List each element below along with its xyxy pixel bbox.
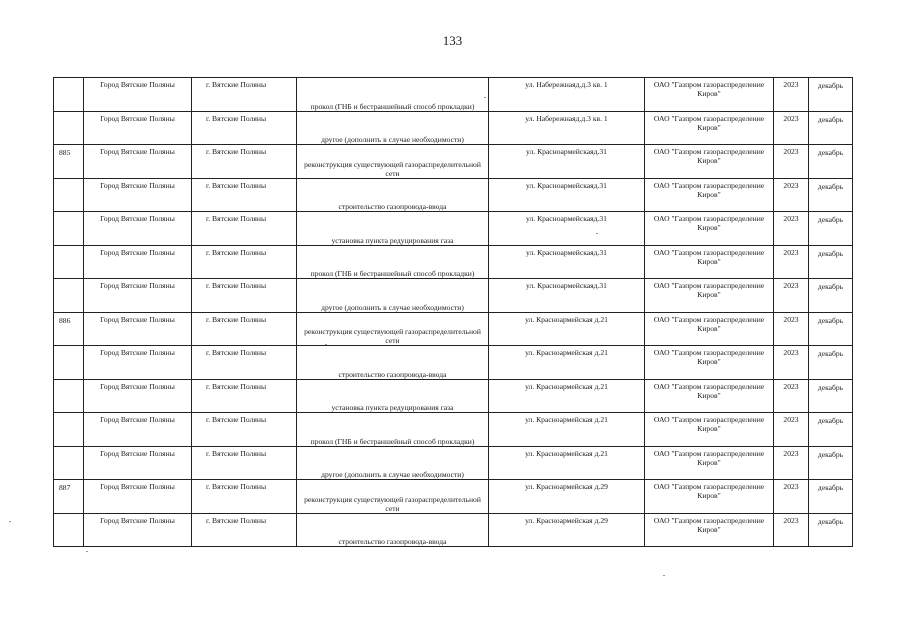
table-row	[54, 312, 853, 346]
organization-cell-text: ОАО "Газпром газораспределение Киров"	[653, 515, 765, 534]
municipality-cell	[84, 346, 192, 380]
year-cell-text: 2023	[783, 281, 799, 290]
month-cell-text: декабрь	[817, 215, 844, 224]
organization-cell-text: ОАО "Газпром газораспределение Киров"	[653, 214, 765, 232]
works-table-body	[54, 78, 853, 547]
year-cell	[774, 111, 809, 145]
settlement-cell-text: г. Вятские Поляны	[206, 147, 267, 156]
row-number	[54, 111, 84, 145]
table-row	[54, 178, 853, 212]
municipality-cell-text: Город Вятские Поляны	[100, 381, 175, 391]
month-cell	[809, 346, 853, 380]
organization-cell-text: ОАО "Газпром газораспределение Киров"	[653, 80, 765, 98]
settlement-cell	[192, 379, 297, 413]
table-row	[54, 446, 853, 480]
month-cell-text: декабрь	[817, 349, 844, 358]
row-number-text	[54, 78, 83, 81]
municipality-cell	[84, 178, 192, 212]
scan-speck	[9, 521, 11, 522]
row-number-text	[54, 112, 83, 115]
municipality-cell-text: Город Вятские Поляны	[100, 247, 175, 257]
year-cell	[774, 212, 809, 246]
municipality-cell	[84, 111, 192, 145]
year-cell-text: 2023	[783, 113, 799, 123]
settlement-cell-text: г. Вятские Поляны	[206, 415, 267, 424]
address-cell	[489, 245, 645, 279]
row-number	[54, 178, 84, 212]
table-row	[54, 513, 853, 547]
municipality-cell-text: Город Вятские Поляны	[100, 314, 175, 324]
month-cell-text: декабрь	[817, 449, 844, 459]
work-type-cell-text: строительство газопровода-ввода	[338, 369, 447, 379]
row-number-text	[54, 279, 83, 282]
address-cell-text: ул. Красноармейскаяд.31	[526, 147, 607, 156]
settlement-cell	[192, 513, 297, 547]
year-cell-text: 2023	[783, 381, 799, 391]
month-cell	[809, 245, 853, 279]
row-number-text	[54, 380, 83, 383]
work-type-cell	[297, 480, 489, 514]
work-type-cell	[297, 212, 489, 246]
address-cell	[489, 178, 645, 212]
year-cell	[774, 78, 809, 112]
settlement-cell-text: г. Вятские Поляны	[206, 482, 267, 491]
address-cell-text: ул. Красноармейская д.21	[525, 314, 608, 324]
row-number	[54, 245, 84, 279]
month-cell	[809, 178, 853, 212]
year-cell	[774, 446, 809, 480]
settlement-cell	[192, 212, 297, 246]
month-cell-text: декабрь	[817, 382, 844, 392]
address-cell	[489, 379, 645, 413]
month-cell	[809, 379, 853, 413]
row-number	[54, 346, 84, 380]
settlement-cell-text: г. Вятские Поляны	[206, 80, 267, 89]
municipality-cell	[84, 145, 192, 179]
settlement-cell	[192, 178, 297, 212]
work-type-cell	[297, 178, 489, 212]
organization-cell-text: ОАО "Газпром газораспределение Киров"	[653, 348, 765, 366]
year-cell	[774, 346, 809, 380]
month-cell	[809, 212, 853, 246]
address-cell-text: ул. Набережнаяд.д.3 кв. 1	[525, 80, 608, 89]
row-number	[54, 480, 84, 514]
scan-speck	[325, 344, 327, 345]
year-cell	[774, 513, 809, 547]
settlement-cell-text: г. Вятские Поляны	[206, 314, 267, 324]
year-cell-text: 2023	[783, 348, 799, 357]
work-type-cell	[297, 245, 489, 279]
settlement-cell-text: г. Вятские Поляны	[206, 180, 267, 190]
year-cell-text: 2023	[783, 482, 799, 491]
municipality-cell-text: Город Вятские Поляны	[100, 482, 175, 491]
address-cell	[489, 413, 645, 447]
row-number	[54, 446, 84, 480]
month-cell-text: декабрь	[817, 516, 844, 526]
settlement-cell-text: г. Вятские Поляны	[206, 113, 267, 123]
year-cell	[774, 379, 809, 413]
row-number-text	[54, 179, 83, 182]
settlement-cell	[192, 346, 297, 380]
year-cell-text: 2023	[783, 147, 799, 156]
organization-cell	[645, 312, 774, 346]
scan-speck	[596, 233, 598, 234]
row-number	[54, 145, 84, 179]
work-type-cell-text: прокол (ГНБ и бестраншейный способ прокладки)	[310, 101, 475, 111]
month-cell-text: декабрь	[817, 148, 844, 157]
organization-cell	[645, 279, 774, 313]
organization-cell	[645, 346, 774, 380]
work-type-cell-text: установка пункта редуцирования газа	[331, 235, 454, 245]
year-cell	[774, 178, 809, 212]
row-number-text	[54, 212, 83, 215]
month-cell	[809, 446, 853, 480]
address-cell-text: ул. Красноармейская д.21	[525, 448, 608, 458]
settlement-cell	[192, 111, 297, 145]
year-cell-text: 2023	[783, 214, 799, 223]
table-row	[54, 379, 853, 413]
work-type-cell-text: строительство газопровода-ввода	[338, 537, 447, 546]
organization-cell-text: ОАО "Газпром газораспределение Киров"	[653, 482, 765, 500]
settlement-cell-text: г. Вятские Поляны	[206, 448, 267, 458]
table-row	[54, 346, 853, 380]
municipality-cell	[84, 245, 192, 279]
row-number	[54, 413, 84, 447]
table-row	[54, 111, 853, 145]
month-cell	[809, 279, 853, 313]
settlement-cell	[192, 446, 297, 480]
work-type-cell	[297, 379, 489, 413]
organization-cell	[645, 513, 774, 547]
municipality-cell	[84, 446, 192, 480]
work-type-cell	[297, 446, 489, 480]
work-type-cell	[297, 413, 489, 447]
work-type-cell-text: реконструкция существующей газораспределительной сети	[304, 494, 481, 513]
year-cell-text: 2023	[783, 247, 799, 257]
row-number	[54, 513, 84, 547]
month-cell	[809, 480, 853, 514]
address-cell-text: ул. Красноармейскаяд.31	[526, 180, 607, 190]
municipality-cell	[84, 312, 192, 346]
row-number	[54, 312, 84, 346]
row-number	[54, 212, 84, 246]
address-cell	[489, 78, 645, 112]
municipality-cell-text: Город Вятские Поляны	[100, 180, 175, 190]
year-cell	[774, 145, 809, 179]
work-type-cell	[297, 279, 489, 313]
row-number	[54, 379, 84, 413]
row-number	[54, 279, 84, 313]
year-cell	[774, 279, 809, 313]
table-row	[54, 480, 853, 514]
address-cell	[489, 480, 645, 514]
settlement-cell-text: г. Вятские Поляны	[206, 348, 267, 357]
organization-cell-text: ОАО "Газпром газораспределение Киров"	[653, 448, 765, 467]
row-number-text: 885	[59, 148, 71, 157]
row-number	[54, 78, 84, 112]
municipality-cell	[84, 379, 192, 413]
work-type-cell-text: прокол (ГНБ и бестраншейный способ прокладки)	[310, 269, 475, 278]
table-row	[54, 245, 853, 279]
work-type-cell-text: другое (дополнить в случае необходимости)	[321, 470, 464, 479]
address-cell	[489, 145, 645, 179]
address-cell-text: ул. Красноармейскаяд.31	[526, 214, 607, 223]
organization-cell-text: ОАО "Газпром газораспределение Киров"	[653, 314, 765, 333]
year-cell	[774, 480, 809, 514]
month-cell-text: декабрь	[817, 81, 844, 90]
address-cell	[489, 446, 645, 480]
row-number-text: 887	[59, 483, 71, 492]
address-cell-text: ул. Красноармейская д.21	[525, 348, 608, 357]
municipality-cell	[84, 212, 192, 246]
row-number-text	[54, 447, 83, 450]
organization-cell	[645, 178, 774, 212]
address-cell	[489, 513, 645, 547]
table-row	[54, 78, 853, 112]
table-row	[54, 212, 853, 246]
month-cell	[809, 513, 853, 547]
address-cell	[489, 111, 645, 145]
organization-cell	[645, 78, 774, 112]
settlement-cell-text: г. Вятские Поляны	[206, 515, 267, 525]
work-type-cell-text: прокол (ГНБ и бестраншейный способ прокладки)	[310, 436, 475, 446]
row-number-text: 886	[59, 315, 71, 325]
organization-cell	[645, 111, 774, 145]
municipality-cell-text: Город Вятские Поляны	[100, 113, 175, 123]
year-cell-text: 2023	[783, 515, 799, 525]
year-cell-text: 2023	[783, 314, 799, 324]
municipality-cell-text: Город Вятские Поляны	[100, 214, 175, 223]
work-type-cell	[297, 111, 489, 145]
organization-cell	[645, 446, 774, 480]
organization-cell-text: ОАО "Газпром газораспределение Киров"	[653, 147, 765, 165]
row-number-text	[54, 514, 83, 517]
month-cell	[809, 78, 853, 112]
page-number: 133	[442, 33, 463, 48]
municipality-cell-text: Город Вятские Поляны	[100, 448, 175, 458]
year-cell	[774, 245, 809, 279]
organization-cell	[645, 379, 774, 413]
scan-speck	[663, 575, 665, 576]
organization-cell-text: ОАО "Газпром газораспределение Киров"	[653, 247, 765, 266]
address-cell-text: ул. Красноармейская д.21	[525, 415, 608, 424]
address-cell	[489, 346, 645, 380]
municipality-cell-text: Город Вятские Поляны	[100, 80, 175, 89]
organization-cell-text: ОАО "Газпром газораспределение Киров"	[653, 415, 765, 433]
scan-speck	[484, 97, 486, 98]
municipality-cell	[84, 513, 192, 547]
municipality-cell-text: Город Вятские Поляны	[100, 348, 175, 357]
organization-cell	[645, 245, 774, 279]
address-cell-text: ул. Красноармейскаяд.31	[526, 247, 607, 257]
settlement-cell	[192, 413, 297, 447]
month-cell	[809, 312, 853, 346]
address-cell-text: ул. Красноармейская д.29	[525, 482, 608, 491]
works-table	[53, 77, 853, 547]
municipality-cell	[84, 279, 192, 313]
month-cell-text: декабрь	[817, 181, 844, 191]
address-cell-text: ул. Красноармейская д.21	[525, 381, 608, 391]
settlement-cell	[192, 145, 297, 179]
settlement-cell	[192, 78, 297, 112]
scan-speck	[86, 551, 88, 552]
row-number-text	[54, 346, 83, 349]
municipality-cell-text: Город Вятские Поляны	[100, 147, 175, 156]
work-type-cell-text: другое (дополнить в случае необходимости)	[321, 135, 464, 144]
organization-cell-text: ОАО "Газпром газораспределение Киров"	[653, 180, 765, 199]
settlement-cell	[192, 480, 297, 514]
municipality-cell-text: Город Вятские Поляны	[100, 281, 175, 290]
municipality-cell-text: Город Вятские Поляны	[100, 415, 175, 424]
organization-cell	[645, 145, 774, 179]
year-cell-text: 2023	[783, 415, 799, 424]
settlement-cell-text: г. Вятские Поляны	[206, 214, 267, 223]
municipality-cell	[84, 413, 192, 447]
work-type-cell-text: строительство газопровода-ввода	[338, 202, 447, 211]
municipality-cell	[84, 78, 192, 112]
settlement-cell	[192, 245, 297, 279]
settlement-cell-text: г. Вятские Поляны	[206, 381, 267, 391]
work-type-cell-text: реконструкция существующей газораспределительной сети	[304, 327, 481, 345]
month-cell	[809, 145, 853, 179]
year-cell	[774, 312, 809, 346]
municipality-cell	[84, 480, 192, 514]
work-type-cell-text: установка пункта редуцирования газа	[331, 403, 454, 412]
settlement-cell	[192, 279, 297, 313]
year-cell-text: 2023	[783, 448, 799, 458]
settlement-cell	[192, 312, 297, 346]
table-row	[54, 279, 853, 313]
month-cell-text: декабрь	[817, 315, 844, 325]
row-number-text	[54, 246, 83, 249]
work-type-cell	[297, 346, 489, 380]
work-type-cell-text: другое (дополнить в случае необходимости)	[321, 302, 464, 312]
settlement-cell-text: г. Вятские Поляны	[206, 281, 267, 290]
table-row	[54, 145, 853, 179]
organization-cell	[645, 413, 774, 447]
month-cell-text: декабрь	[817, 248, 844, 258]
work-type-cell	[297, 312, 489, 346]
organization-cell	[645, 212, 774, 246]
address-cell-text: ул. Красноармейская д.29	[525, 515, 608, 525]
organization-cell-text: ОАО "Газпром газораспределение Киров"	[653, 281, 765, 299]
address-cell	[489, 312, 645, 346]
month-cell-text: декабрь	[817, 282, 844, 291]
month-cell	[809, 111, 853, 145]
address-cell	[489, 279, 645, 313]
organization-cell-text: ОАО "Газпром газораспределение Киров"	[653, 381, 765, 400]
address-cell-text: ул. Красноармейскаяд.31	[526, 281, 607, 290]
work-type-cell	[297, 513, 489, 547]
table-row	[54, 413, 853, 447]
work-type-cell	[297, 78, 489, 112]
year-cell-text: 2023	[783, 80, 799, 89]
address-cell-text: ул. Набережнаяд.д.3 кв. 1	[525, 113, 608, 123]
month-cell-text: декабрь	[817, 483, 844, 492]
organization-cell-text: ОАО "Газпром газораспределение Киров"	[653, 113, 765, 132]
row-number-text	[54, 413, 83, 416]
month-cell-text: декабрь	[817, 114, 844, 124]
year-cell	[774, 413, 809, 447]
settlement-cell-text: г. Вятские Поляны	[206, 247, 267, 257]
address-cell	[489, 212, 645, 246]
month-cell-text: декабрь	[817, 416, 844, 425]
organization-cell	[645, 480, 774, 514]
municipality-cell-text: Город Вятские Поляны	[100, 515, 175, 525]
year-cell-text: 2023	[783, 180, 799, 190]
month-cell	[809, 413, 853, 447]
work-type-cell	[297, 145, 489, 179]
work-type-cell-text: реконструкция существующей газораспределительной сети	[304, 159, 481, 178]
